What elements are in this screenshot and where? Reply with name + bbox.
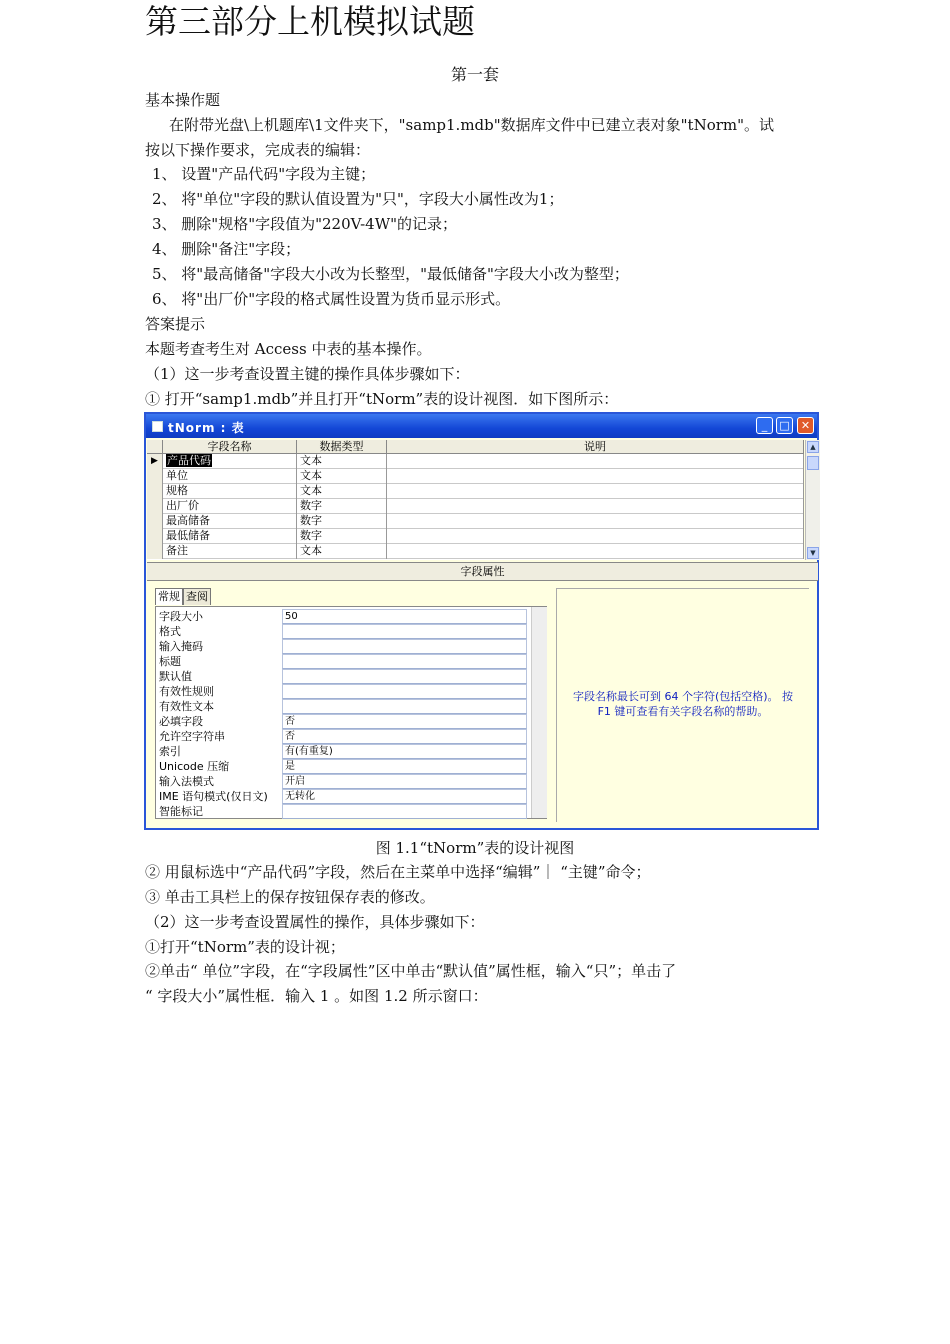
property-label: Unicode 压缩 bbox=[159, 760, 230, 773]
property-label: 有效性文本 bbox=[159, 700, 214, 713]
property-label: 智能标记 bbox=[159, 805, 203, 818]
maximize-button[interactable]: □ bbox=[776, 417, 793, 434]
table-row[interactable] bbox=[147, 544, 804, 559]
step1-b: ② 用鼠标选中“产品代码”字段，然后在主菜单中选择“编辑”｜ “主键”命令； bbox=[145, 863, 651, 881]
property-label: 允许空字符串 bbox=[159, 730, 225, 743]
property-row bbox=[156, 804, 528, 819]
step2-b-cont: “ 字段大小”属性框．输入 1 。如图 1.2 所示窗口： bbox=[145, 987, 488, 1005]
property-row bbox=[156, 729, 528, 744]
table-row[interactable] bbox=[147, 469, 804, 484]
property-label: 字段大小 bbox=[159, 610, 203, 623]
row-selector-header bbox=[147, 440, 163, 454]
field-name-cell[interactable]: 规格 bbox=[163, 484, 297, 499]
description-cell[interactable] bbox=[387, 544, 804, 559]
property-caption[interactable] bbox=[282, 654, 527, 669]
close-button[interactable]: ✕ bbox=[797, 417, 814, 434]
column-header-field-name: 字段名称 bbox=[163, 440, 297, 454]
table-row[interactable] bbox=[147, 514, 804, 529]
property-ime-sentence-mode[interactable]: 无转化 bbox=[282, 789, 527, 804]
property-row bbox=[156, 714, 528, 729]
field-grid bbox=[147, 440, 804, 560]
row-selector[interactable] bbox=[147, 544, 163, 559]
figure-caption: 图 1.1“tNorm”表的设计视图 bbox=[375, 839, 575, 857]
set-title: 第一套 bbox=[450, 65, 499, 84]
property-row bbox=[156, 609, 528, 624]
data-type-cell[interactable]: 数字 bbox=[297, 514, 387, 529]
property-validation-text[interactable] bbox=[282, 699, 527, 714]
help-line: F1 键可查看有关字段名称的帮助。 bbox=[597, 705, 769, 718]
step2-title: （2）这一步考查设置属性的操作，具体步骤如下： bbox=[145, 913, 485, 931]
property-format[interactable] bbox=[282, 624, 527, 639]
window-title-bar[interactable] bbox=[146, 414, 817, 438]
step2-b: ②单击“ 单位”字段，在“字段属性”区中单击“默认值”属性框，输入“只”；单击了 bbox=[145, 962, 677, 980]
property-row bbox=[156, 684, 528, 699]
property-label: 输入法模式 bbox=[159, 775, 214, 788]
property-row bbox=[156, 759, 528, 774]
data-type-cell[interactable]: 文本 bbox=[297, 454, 387, 469]
property-scrollbar[interactable] bbox=[531, 607, 547, 818]
property-row bbox=[156, 699, 528, 714]
property-label: 有效性规则 bbox=[159, 685, 214, 698]
tab-lookup[interactable]: 查阅 bbox=[183, 588, 211, 605]
property-sheet bbox=[155, 606, 547, 819]
help-panel bbox=[556, 588, 809, 822]
table-design-window bbox=[144, 412, 819, 830]
description-cell[interactable] bbox=[387, 454, 804, 469]
row-selector[interactable] bbox=[147, 469, 163, 484]
field-name-cell[interactable]: 出厂价 bbox=[163, 499, 297, 514]
task-item: 2、 将"单位"字段的默认值设置为"只"，字段大小属性改为1； bbox=[152, 190, 564, 208]
task-item: 1、 设置"产品代码"字段为主键； bbox=[152, 165, 376, 183]
property-row bbox=[156, 789, 528, 804]
table-row[interactable] bbox=[147, 499, 804, 514]
property-default-value[interactable] bbox=[282, 669, 527, 684]
scroll-up-icon[interactable]: ▲ bbox=[807, 441, 819, 453]
property-label: 默认值 bbox=[159, 670, 192, 683]
step1-title: （1）这一步考查设置主键的操作具体步骤如下： bbox=[145, 365, 470, 383]
description-cell[interactable] bbox=[387, 469, 804, 484]
page-title: 第三部分上机模拟试题 bbox=[145, 2, 475, 41]
task-item: 5、 将"最高储备"字段大小改为长整型，"最低储备"字段大小改为整型； bbox=[152, 265, 629, 283]
step1-c: ③ 单击工具栏上的保存按钮保存表的修改。 bbox=[145, 888, 435, 906]
data-type-cell[interactable]: 数字 bbox=[297, 499, 387, 514]
data-type-cell[interactable]: 数字 bbox=[297, 529, 387, 544]
table-row[interactable] bbox=[147, 454, 804, 469]
description-cell[interactable] bbox=[387, 529, 804, 544]
step2-a: ①打开“tNorm”表的设计视； bbox=[145, 938, 345, 956]
row-selector[interactable] bbox=[147, 484, 163, 499]
property-label: 输入掩码 bbox=[159, 640, 203, 653]
field-name-text: 产品代码 bbox=[167, 454, 211, 467]
table-icon bbox=[152, 421, 163, 432]
property-label: 格式 bbox=[159, 625, 181, 638]
property-row bbox=[156, 744, 528, 759]
row-selector[interactable] bbox=[147, 529, 163, 544]
intro-paragraph-cont: 按以下操作要求，完成表的编辑： bbox=[145, 141, 371, 159]
help-text bbox=[557, 689, 809, 719]
property-label: 索引 bbox=[159, 745, 181, 758]
row-selector[interactable] bbox=[147, 499, 163, 514]
field-name-cell[interactable]: 单位 bbox=[163, 469, 297, 484]
answer-heading: 答案提示 bbox=[145, 315, 206, 333]
field-name-cell[interactable]: 备注 bbox=[163, 544, 297, 559]
data-type-cell[interactable]: 文本 bbox=[297, 544, 387, 559]
property-unicode-compression[interactable]: 是 bbox=[282, 759, 527, 774]
property-row bbox=[156, 624, 528, 639]
description-cell[interactable] bbox=[387, 514, 804, 529]
row-selector[interactable] bbox=[147, 514, 163, 529]
intro-paragraph: 在附带光盘\上机题库\1文件夹下，"samp1.mdb"数据库文件中已建立表对象"tNorm"。试 bbox=[169, 116, 775, 134]
property-allow-zero-length[interactable]: 否 bbox=[282, 729, 527, 744]
grid-scrollbar[interactable] bbox=[805, 440, 820, 560]
field-name-cell[interactable]: 最高储备 bbox=[163, 514, 297, 529]
field-name-cell[interactable]: 最低储备 bbox=[163, 529, 297, 544]
scroll-thumb[interactable] bbox=[807, 456, 819, 470]
minimize-button[interactable]: _ bbox=[756, 417, 773, 434]
property-smart-tags[interactable] bbox=[282, 804, 527, 819]
table-row[interactable] bbox=[147, 529, 804, 544]
step1-a: ① 打开“samp1.mdb”并且打开“tNorm”表的设计视图．如下图所示： bbox=[145, 390, 619, 408]
property-ime-mode[interactable]: 开启 bbox=[282, 774, 527, 789]
property-row bbox=[156, 774, 528, 789]
property-input-mask[interactable] bbox=[282, 639, 527, 654]
property-indexed[interactable]: 有(有重复) bbox=[282, 744, 527, 759]
property-label: IME 语句模式(仅日文) bbox=[159, 790, 268, 803]
property-row bbox=[156, 654, 528, 669]
field-properties-header: 字段属性 bbox=[147, 562, 818, 581]
property-row bbox=[156, 669, 528, 684]
property-tabs bbox=[155, 588, 211, 605]
task-item: 6、 将"出厂价"字段的格式属性设置为货币显示形式。 bbox=[152, 290, 511, 308]
description-cell[interactable] bbox=[387, 499, 804, 514]
table-row[interactable] bbox=[147, 484, 804, 499]
data-type-cell[interactable]: 文本 bbox=[297, 484, 387, 499]
field-name-cell[interactable] bbox=[163, 454, 297, 469]
scroll-down-icon[interactable]: ▼ bbox=[807, 547, 819, 559]
column-header-description: 说明 bbox=[387, 440, 804, 454]
current-row-arrow-icon: ▶ bbox=[147, 454, 163, 469]
answer-intro: 本题考查考生对 Access 中表的基本操作。 bbox=[145, 340, 432, 358]
data-type-cell[interactable]: 文本 bbox=[297, 469, 387, 484]
section-heading: 基本操作题 bbox=[145, 91, 221, 109]
task-item: 3、 删除"规格"字段值为"220V-4W"的记录； bbox=[152, 215, 458, 233]
help-line: 字段名称最长可到 64 个字符(包括空格)。 按 bbox=[572, 690, 794, 703]
property-required[interactable]: 否 bbox=[282, 714, 527, 729]
column-header-data-type: 数据类型 bbox=[297, 440, 387, 454]
window-title: tNorm : 表 bbox=[168, 421, 245, 435]
property-label: 标题 bbox=[159, 655, 181, 668]
description-cell[interactable] bbox=[387, 484, 804, 499]
property-validation-rule[interactable] bbox=[282, 684, 527, 699]
property-row bbox=[156, 639, 528, 654]
property-field-size[interactable]: 50 bbox=[282, 609, 527, 624]
task-item: 4、 删除"备注"字段； bbox=[152, 240, 301, 258]
property-label: 必填字段 bbox=[159, 715, 203, 728]
tab-general[interactable]: 常规 bbox=[155, 588, 183, 605]
